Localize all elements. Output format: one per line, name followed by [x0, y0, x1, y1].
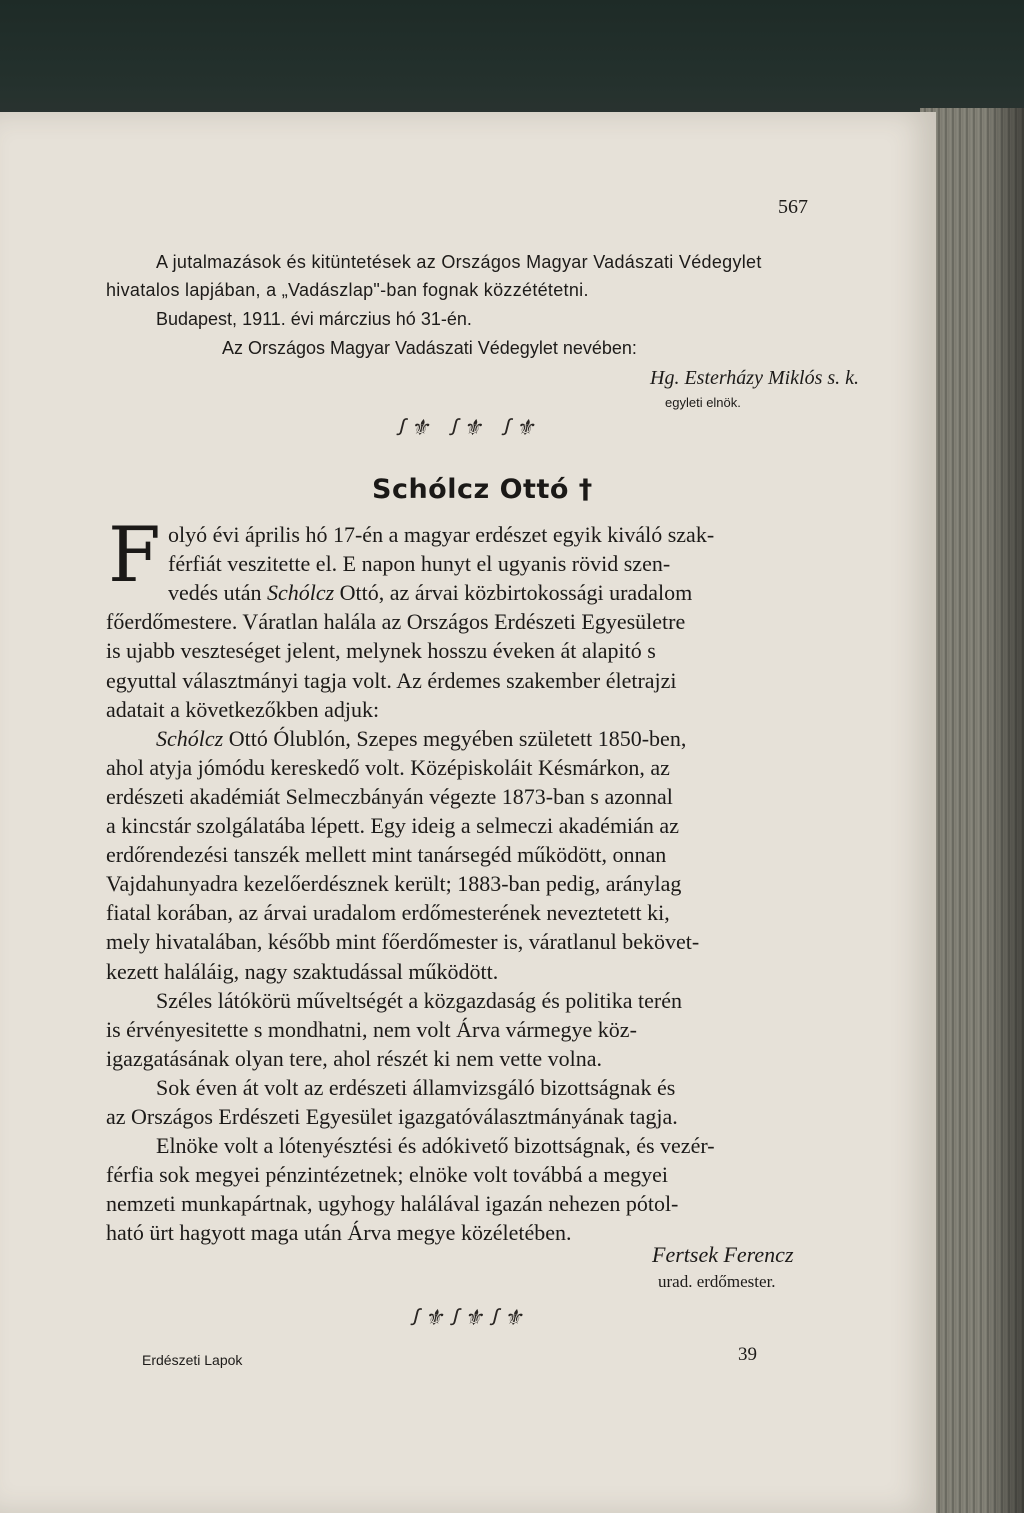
article-line: a kincstár szolgálatába lépett. Egy ideig a selmeczi akadémián az — [106, 813, 679, 838]
article-line: erdőrendezési tanszék mellett mint tanársegéd működött, onnan — [106, 842, 667, 868]
article-line: olyó évi április hó 17-én a magyar erdészet egyik kiváló szak- — [168, 522, 715, 547]
notice-signature-title: egyleti elnök. — [665, 395, 741, 410]
ornament-divider: ꭍ⚜ ꭍ⚜ ꭍ⚜ — [396, 416, 541, 441]
article-line: vedés után Schólcz Ottó, az árvai közbirtokossági uradalom — [168, 580, 693, 606]
scan-top-edge — [0, 0, 1024, 118]
notice-signature-name: Hg. Esterházy Miklós s. k. — [650, 367, 860, 389]
notice-line: hivatalos lapjában, a „Vadászlap"-ban fognak közzététetni. — [106, 280, 589, 300]
article-title: Schólcz Ottó † — [372, 474, 593, 505]
page-number: 567 — [778, 196, 808, 218]
notice-line: Az Országos Magyar Vadászati Védegylet nevében: — [222, 338, 637, 358]
article-line: férfia sok megyei pénzintézetnek; elnöke volt továbbá a megyei — [106, 1162, 668, 1188]
article-line: mely hivatalában, később mint főerdőmester is, váratlanul bekövet- — [106, 929, 700, 955]
article-line: Sok éven át volt az erdészeti államvizsgáló bizottságnak és — [156, 1074, 676, 1100]
article-line: Schólcz Ottó Ólublón, Szepes megyében született 1850-ben, — [156, 725, 687, 751]
article-line: nemzeti munkapártnak, ugyhogy halálával igazán nehezen pótol- — [106, 1191, 679, 1217]
sheet-number: 39 — [738, 1344, 757, 1365]
article-line: kezett haláláig, nagy szaktudással működött. — [106, 958, 499, 984]
article-line: ható ürt hagyott maga után Árva megye közéletében. — [106, 1220, 572, 1246]
article-line: az Országos Erdészeti Egyesület igazgatóválasztmányának tagja. — [106, 1104, 678, 1129]
article-author-title: urad. erdőmester. — [658, 1272, 776, 1291]
article-line: fiatal korában, az árvai uradalom erdőmesterének neveztetett ki, — [106, 900, 670, 926]
notice-line: A jutalmazások és kitüntetések az Országos Magyar Vadászati Védegylet — [156, 252, 762, 272]
article-line: erdészeti akadémiát Selmeczbányán végezte 1873-ban s azonnal — [106, 783, 673, 809]
article-line: férfiát veszitette el. E napon hunyt el ugyanis rövid szen- — [168, 551, 671, 577]
article-line: Elnöke volt a lótenyésztési és adókivető bizottságnak, és vezér- — [156, 1133, 715, 1159]
article-line: igazgatásának olyan tere, ahol részét ki nem vette volna. — [106, 1045, 603, 1071]
article-line: is ujabb veszteséget jelent, melynek hosszu éveken át alapitó s — [106, 638, 656, 664]
article-author: Fertsek Ferencz — [652, 1242, 794, 1267]
notice-date: Budapest, 1911. évi márczius hó 31-én. — [156, 309, 472, 329]
book-page — [0, 112, 936, 1513]
article-line: is érvényesitette s mondhatni, nem volt Árva vármegye köz- — [106, 1016, 637, 1042]
article-line: adatait a következőkben adjuk: — [106, 696, 380, 722]
article-line: egyuttal választmányi tagja volt. Az érdemes szakember életrajzi — [106, 667, 677, 693]
drop-cap: F — [108, 510, 161, 599]
article-line: ahol atyja jómódu kereskedő volt. Középiskoláit Késmárkon, az — [106, 754, 670, 780]
journal-name: Erdészeti Lapok — [142, 1352, 243, 1368]
ornament-end: ꭍ⚜ꭍ⚜ꭍ⚜ — [410, 1306, 529, 1331]
article-line: főerdőmestere. Váratlan halála az Országos Erdészeti Egyesületre — [106, 609, 686, 635]
article-line: Széles látókörü műveltségét a közgazdaság és politika terén — [156, 987, 682, 1013]
article-line: Vajdahunyadra kezelőerdésznek került; 1883-ban pedig, aránylag — [106, 871, 682, 897]
